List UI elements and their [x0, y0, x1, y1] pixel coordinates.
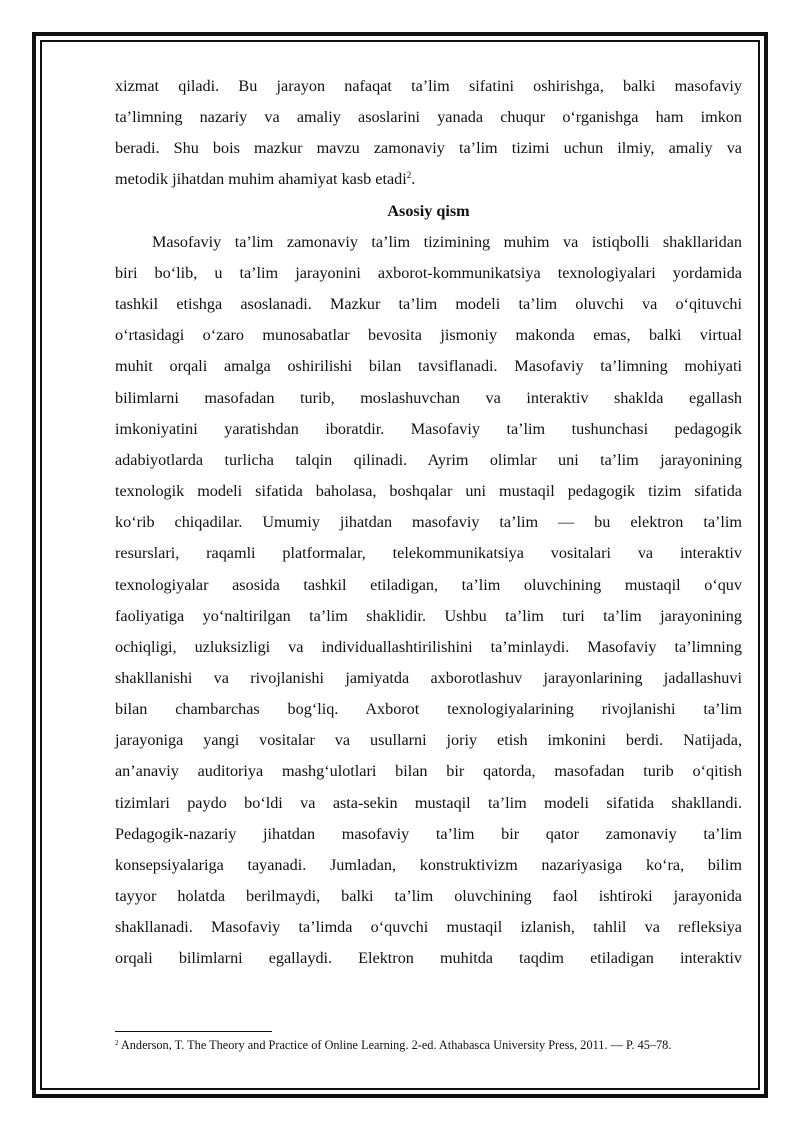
text-line-with-footnote — [115, 164, 742, 195]
text-line: beradi. Shu bois mazkur mavzu zamonaviy ta’lim tizimi uchun ilmiy, amaliy va — [115, 139, 742, 158]
text-line: tashkil etishga asoslanadi. Mazkur ta’lim modeli ta’lim oluvchi va oʻqituvchi — [115, 295, 742, 314]
text-line: koʻrib chiqadilar. Umumiy jihatdan masofaviy ta’lim — bu elektron ta’lim — [115, 513, 742, 532]
section-heading: Asosiy qism — [387, 201, 470, 220]
text-line: metodik jihatdan muhim ahamiyat kasb etadi — [115, 170, 407, 189]
text-line: shakllanadi. Masofaviy ta’limda oʻquvchi mustaqil izlanish, tahlil va refleksiya — [115, 918, 742, 937]
footnote-number: 2 — [115, 1039, 119, 1047]
text-line: an’anaviy auditoriya mashgʻulotlari bilan bir qatorda, masofadan turib oʻqitish — [115, 762, 742, 781]
text-line: tayyor holatda berilmaydi, balki ta’lim oluvchining faol ishtiroki jarayonida — [115, 887, 742, 906]
text-line: tizimlari paydo boʻldi va asta-sekin mustaqil ta’lim modeli sifatida shakllandi. — [115, 793, 742, 812]
intro-paragraph — [115, 71, 742, 196]
text-line: muhit orqali amalga oshirilishi bilan tavsiflanadi. Masofaviy ta’limning mohiyati — [115, 357, 742, 376]
text-line: biri boʻlib, u ta’lim jarayonini axborot-kommunikatsiya texnologiyalari yordamida — [115, 263, 742, 282]
text-line: resurslari, raqamli platformalar, telekommunikatsiya vositalari va interaktiv — [115, 544, 742, 563]
text-line: konsepsiyalariga tayanadi. Jumladan, konstruktivizm nazariyasiga koʻra, bilim — [115, 855, 742, 874]
text-line: texnologik modeli sifatida baholasa, boshqalar uni mustaqil pedagogik tizim sifatida — [115, 482, 742, 501]
text-line: shakllanishi va rivojlanishi jamiyatda axborotlashuv jarayonlarining jadallashuvi — [115, 668, 742, 687]
text-line-indented: Masofaviy ta’lim zamonaviy ta’lim tizimining muhim va istiqbolli shakllaridan — [152, 232, 742, 251]
main-paragraph — [115, 227, 742, 975]
footnote-separator — [115, 1031, 272, 1032]
text-line: jarayoniga yangi vositalar va usullarni joriy etish imkonini berdi. Natijada, — [115, 731, 742, 750]
text-line: oʻrtasidagi oʻzaro munosabatlar bevosita jismoniy makonda emas, balki virtual — [115, 326, 742, 345]
text-line: orqali bilimlarni egallaydi. Elektron muhitda taqdim etiladigan interaktiv — [115, 949, 742, 968]
page-body — [115, 71, 742, 975]
text-line: bilan chambarchas bogʻliq. Axborot texnologiyalarining rivojlanishi ta’lim — [115, 700, 742, 719]
text-line: xizmat qiladi. Bu jarayon nafaqat ta’lim sifatini oshirishga, balki masofaviy — [115, 77, 742, 95]
text-line: imkoniyatini yaratishdan iboratdir. Masofaviy ta’lim tushunchasi pedagogik — [115, 419, 742, 438]
text-line: bilimlarni masofadan turib, moslashuvchan va interaktiv shaklda egallash — [115, 388, 742, 407]
footnote — [115, 1037, 755, 1053]
text-line: Pedagogik-nazariy jihatdan masofaviy ta’lim bir qator zamonaviy ta’lim — [115, 824, 742, 843]
text-line: texnologiyalar asosida tashkil etiladigan, ta’lim oluvchining mustaqil oʻquv — [115, 575, 742, 594]
text-line: ochiqligi, uzluksizligi va individuallashtirilishini ta’minlaydi. Masofaviy ta’limning — [115, 637, 742, 656]
text-line: ta’limning nazariy va amaliy asoslarini yanada chuqur oʻrganishga ham imkon — [115, 108, 742, 127]
text-line: adabiyotlarda turlicha talqin qilinadi. Ayrim olimlar uni ta’lim jarayonining — [115, 450, 742, 469]
sentence-end: . — [411, 170, 416, 189]
footnote-reference[interactable]: 2 — [406, 170, 412, 181]
text-line: faoliyatiga yoʻnaltirilgan ta’lim shaklidir. Ushbu ta’lim turi ta’lim jarayonining — [115, 606, 742, 625]
footnote-text: Anderson, T. The Theory and Practice of Online Learning. 2-ed. Athabasca University Press, 2011. — P. 45–78. — [118, 1038, 672, 1052]
